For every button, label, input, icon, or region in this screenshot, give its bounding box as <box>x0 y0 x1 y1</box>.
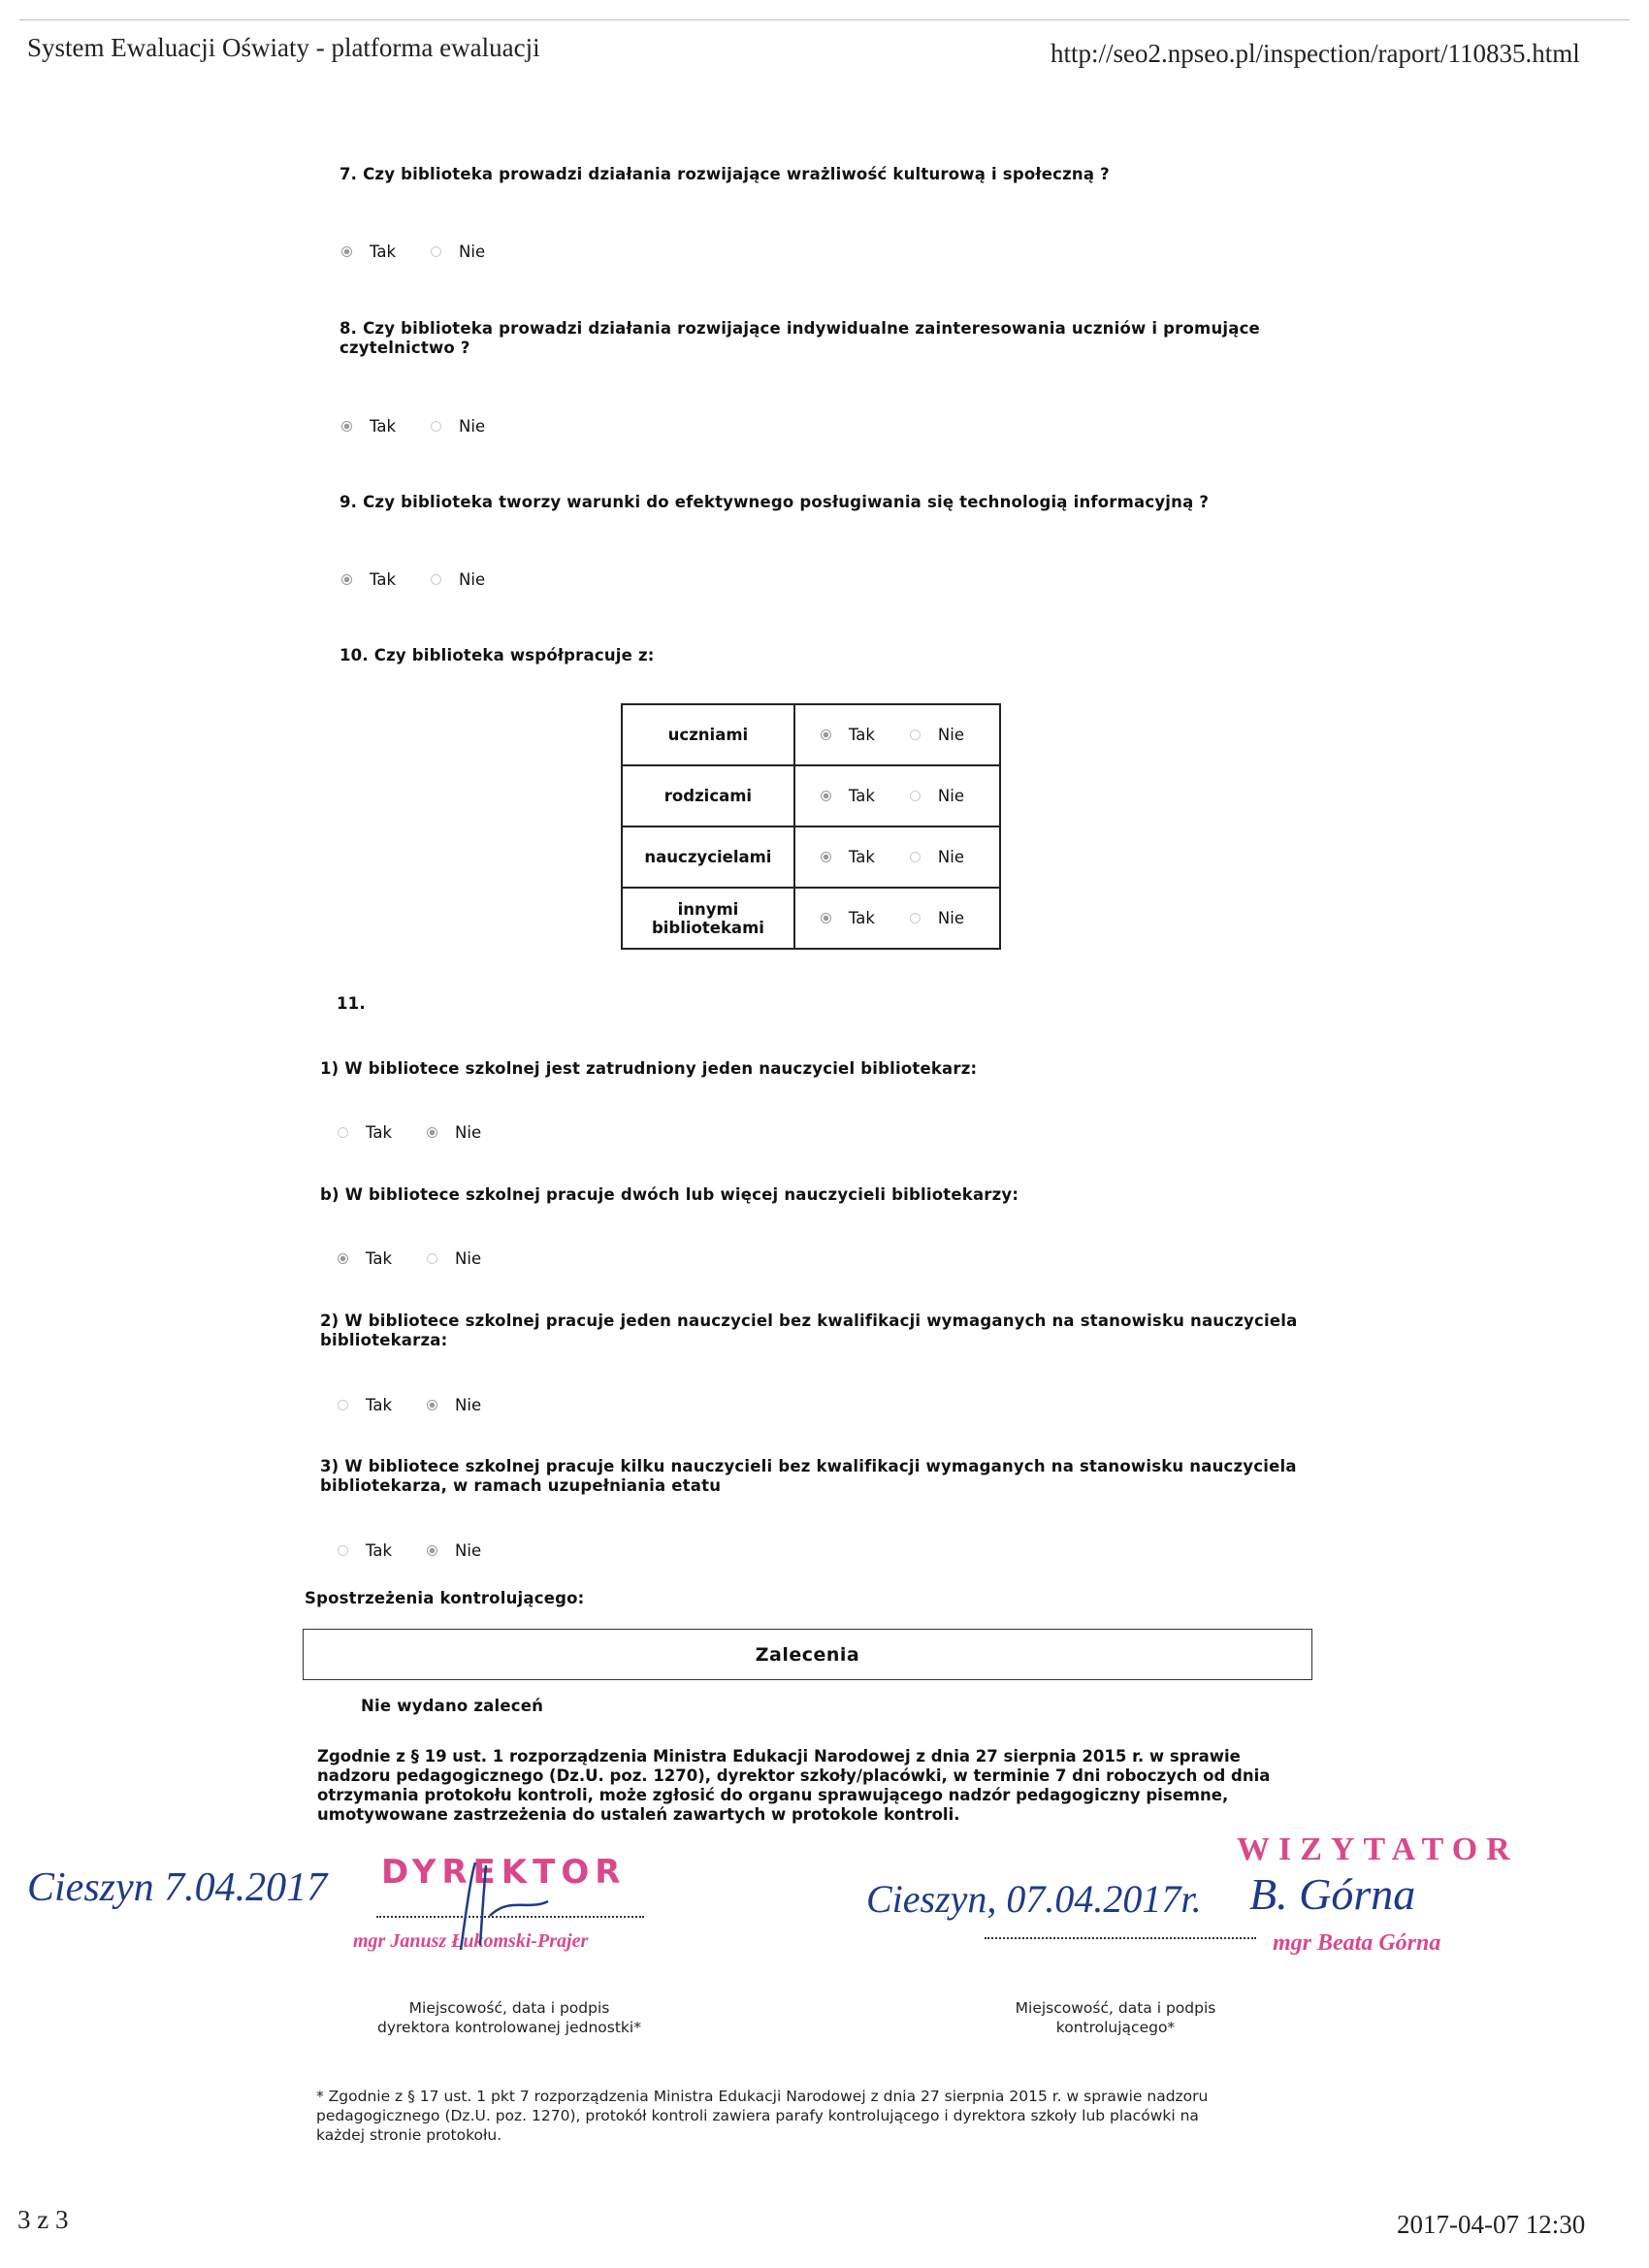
coop-yes-label: Tak <box>848 726 875 744</box>
coop-no-radio[interactable] <box>910 913 921 923</box>
coop-yes-radio[interactable] <box>821 852 831 862</box>
director-caption-line1: Miejscowość, data i podpis <box>408 1999 610 2017</box>
q8-no-label: Nie <box>459 417 486 436</box>
inspector-caption-line1: Miejscowość, data i podpis <box>1015 1999 1216 2017</box>
director-signature-icon <box>441 1858 558 1964</box>
question-8-line2: czytelnictwo ? <box>340 339 470 357</box>
question-9: 9. Czy biblioteka tworzy warunki do efektywnego posługiwania się technologią informacyjną ? <box>340 493 1210 511</box>
inspector-stamp-title: WIZYTATOR <box>1237 1831 1519 1867</box>
q7-no-radio[interactable] <box>431 246 441 257</box>
question-11-1: 1) W bibliotece szkolnej jest zatrudniony jeden nauczyciel bibliotekarz: <box>320 1059 978 1078</box>
coop-yes-label: Tak <box>848 909 875 927</box>
q11-3-no-radio[interactable] <box>427 1545 437 1556</box>
question-7-options <box>341 243 520 261</box>
q9-no-radio[interactable] <box>431 574 441 585</box>
legal-notice-line: otrzymania protokołu kontroli, może zgłosić do organu sprawującego nadzór pedagogiczny pisemne, <box>317 1786 1229 1804</box>
director-caption <box>349 1998 669 2037</box>
q7-yes-radio[interactable] <box>341 246 352 257</box>
question-11-3 <box>320 1457 1297 1496</box>
recommendations-header: Zalecenia <box>303 1629 1312 1680</box>
q11-b-yes-label: Tak <box>366 1249 393 1268</box>
coop-no-radio[interactable] <box>910 791 921 801</box>
coop-answer <box>794 826 1000 888</box>
inspector-caption <box>955 1998 1276 2037</box>
footnote-line: pedagogicznego (Dz.U. poz. 1270), protokół kontroli zawiera parafy kontrolującego i dyrektora szkoły lub placówki na <box>316 2107 1199 2124</box>
q11-1-no-label: Nie <box>455 1123 482 1142</box>
legal-notice <box>317 1747 1270 1825</box>
q11-b-no-label: Nie <box>455 1249 482 1268</box>
coop-no-label: Nie <box>937 726 964 744</box>
question-8-line1: 8. Czy biblioteka prowadzi działania rozwijające indywidualne zainteresowania uczniów i promujące <box>340 319 1260 338</box>
inspector-stamp-name: mgr Beata Górna <box>1273 1930 1441 1956</box>
inspector-caption-line2: kontrolującego* <box>1055 2019 1176 2036</box>
question-10: 10. Czy biblioteka współpracuje z: <box>340 646 655 664</box>
inspector-handwritten-date: Cieszyn, 07.04.2017r. <box>866 1877 1202 1921</box>
question-8 <box>340 319 1260 358</box>
q7-yes-label: Tak <box>370 243 397 261</box>
legal-notice-line: Zgodnie z § 19 ust. 1 rozporządzenia Ministra Edukacji Narodowej z dnia 27 sierpnia 2015 r. w sprawie <box>317 1747 1241 1766</box>
coop-yes-radio[interactable] <box>821 791 831 801</box>
q8-no-radio[interactable] <box>431 421 441 432</box>
coop-answer <box>794 888 1000 949</box>
table-row <box>622 888 1000 949</box>
q11-1-yes-radio[interactable] <box>338 1127 348 1138</box>
recommendations-text: Nie wydano zaleceń <box>361 1697 544 1715</box>
coop-yes-label: Tak <box>848 787 875 805</box>
q11-2-yes-radio[interactable] <box>338 1400 348 1410</box>
footnote <box>316 2087 1208 2145</box>
coop-answer <box>794 765 1000 826</box>
coop-no-label: Nie <box>937 787 964 805</box>
q9-no-label: Nie <box>459 570 486 589</box>
coop-label: nauczycielami <box>622 826 794 888</box>
cooperation-table <box>621 703 1001 950</box>
table-row <box>622 704 1000 765</box>
q7-no-label: Nie <box>459 243 486 261</box>
inspector-handwritten-signature: B. Górna <box>1249 1869 1416 1919</box>
coop-label: innymi bibliotekami <box>622 888 794 949</box>
page-url: http://seo2.npseo.pl/inspection/raport/110835.html <box>1051 39 1580 68</box>
q11-2-no-radio[interactable] <box>427 1400 437 1410</box>
question-11-2-line2: bibliotekarza: <box>320 1331 448 1349</box>
q11-1-yes-label: Tak <box>366 1123 393 1142</box>
question-11-3-options <box>338 1541 516 1560</box>
director-caption-line2: dyrektora kontrolowanej jednostki* <box>377 2019 641 2036</box>
director-stamp-title: DYREKTOR <box>381 1853 627 1892</box>
q8-yes-label: Tak <box>370 417 397 436</box>
q11-1-no-radio[interactable] <box>427 1127 437 1138</box>
question-7: 7. Czy biblioteka prowadzi działania rozwijające wrażliwość kulturową i społeczną ? <box>340 165 1110 183</box>
observations-label: Spostrzeżenia kontrolującego: <box>305 1589 585 1607</box>
director-handwritten-date: Cieszyn 7.04.2017 <box>27 1865 328 1910</box>
footnote-line: * Zgodnie z § 17 ust. 1 pkt 7 rozporządzenia Ministra Edukacji Narodowej z dnia 27 sierpnia 2015 r. w sprawie nadzoru <box>316 2088 1209 2105</box>
question-8-options <box>341 417 520 436</box>
q11-3-yes-radio[interactable] <box>338 1545 348 1556</box>
coop-yes-label: Tak <box>848 848 875 866</box>
coop-yes-radio[interactable] <box>821 729 831 740</box>
footnote-line: każdej stronie protokołu. <box>316 2126 502 2144</box>
q11-3-yes-label: Tak <box>366 1541 393 1560</box>
coop-yes-radio[interactable] <box>821 913 831 923</box>
page-number: 3 z 3 <box>17 2205 69 2234</box>
question-11-3-line2: bibliotekarza, w ramach uzupełniania etatu <box>320 1476 722 1495</box>
site-title: System Ewaluacji Oświaty - platforma ewaluacji <box>27 33 540 62</box>
q9-yes-radio[interactable] <box>341 574 352 585</box>
q11-2-yes-label: Tak <box>366 1396 393 1414</box>
question-9-options <box>341 570 520 589</box>
question-11-2-line1: 2) W bibliotece szkolnej pracuje jeden nauczyciel bez kwalifikacji wymaganych na stanowisku nauczyciela <box>320 1312 1298 1330</box>
q8-yes-radio[interactable] <box>341 421 352 432</box>
coop-no-label: Nie <box>937 848 964 866</box>
question-11-1-options <box>338 1123 516 1142</box>
inspector-signature-line <box>985 1937 1256 1939</box>
q11-3-no-label: Nie <box>455 1541 482 1560</box>
question-11-number: 11. <box>337 994 366 1013</box>
table-row <box>622 765 1000 826</box>
question-11-b-options <box>338 1249 516 1268</box>
coop-label: uczniami <box>622 704 794 765</box>
header-rule <box>19 19 1630 20</box>
coop-no-radio[interactable] <box>910 729 921 740</box>
q11-2-no-label: Nie <box>455 1396 482 1414</box>
q11-b-yes-radio[interactable] <box>338 1253 348 1264</box>
legal-notice-line: umotywowane zastrzeżenia do ustaleń zawartych w protokole kontroli. <box>317 1805 960 1824</box>
coop-no-radio[interactable] <box>910 852 921 862</box>
question-11-b: b) W bibliotece szkolnej pracuje dwóch lub więcej nauczycieli bibliotekarzy: <box>320 1185 1019 1204</box>
question-11-2 <box>320 1312 1297 1350</box>
coop-answer <box>794 704 1000 765</box>
director-stamp-name: mgr Janusz Łukomski-Prajer <box>353 1930 589 1952</box>
q11-b-no-radio[interactable] <box>427 1253 437 1264</box>
table-row <box>622 826 1000 888</box>
coop-label: rodzicami <box>622 765 794 826</box>
question-11-3-line1: 3) W bibliotece szkolnej pracuje kilku nauczycieli bez kwalifikacji wymaganych na stanowisku nauczyciela <box>320 1457 1297 1475</box>
coop-no-label: Nie <box>937 909 964 927</box>
q9-yes-label: Tak <box>370 570 397 589</box>
question-11-2-options <box>338 1396 516 1414</box>
legal-notice-line: nadzoru pedagogicznego (Dz.U. poz. 1270), dyrektor szkoły/placówki, w terminie 7 dni roboczych od dnia <box>317 1766 1271 1785</box>
page-timestamp: 2017-04-07 12:30 <box>1397 2210 1586 2239</box>
